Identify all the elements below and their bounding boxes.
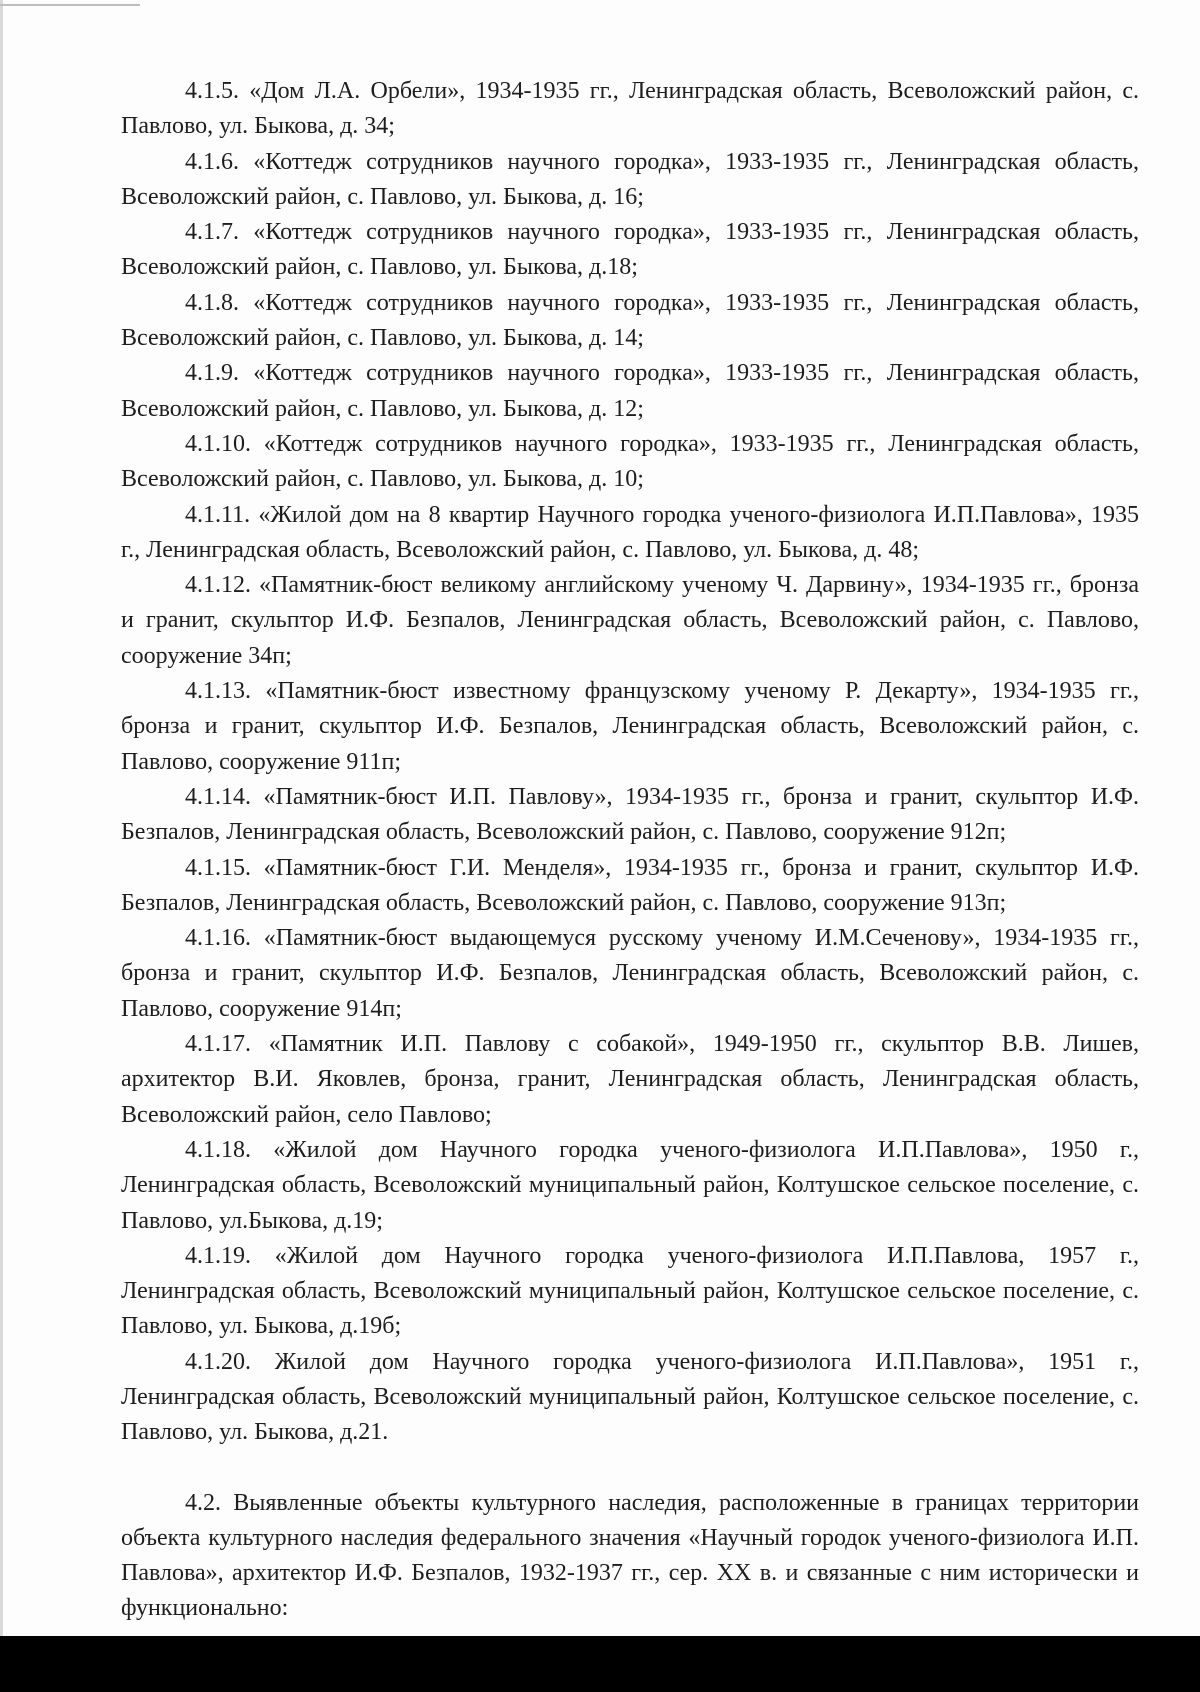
- list-item-4-1-16: 4.1.16. «Памятник-бюст выдающемуся русскому ученому И.М.Сеченову», 1934-1935 гг., бронза и гранит, скульптор И.Ф. Безпалов, Ленинградская область, Всеволожский район, с. Павлово, сооружение 914п;: [121, 925, 1139, 1022]
- list-item-4-1-17: 4.1.17. «Памятник И.П. Павлову с собакой», 1949-1950 гг., скульптор В.В. Лишев, архитектор В.И. Яковлев, бронза, гранит, Ленинградская область, Ленинградская область, Всеволожский район, село Павлово;: [121, 1031, 1139, 1128]
- list-item-4-1-6: 4.1.6. «Коттедж сотрудников научного городка», 1933-1935 гг., Ленинградская область, Всеволожский район, с. Павлово, ул. Быкова, д. 16;: [121, 148, 1139, 210]
- list-item-4-1-11: 4.1.11. «Жилой дом на 8 квартир Научного городка ученого-физиолога И.П.Павлова», 1935 г., Ленинградская область, Всеволожский район, с. Павлово, ул. Быкова, д. 48;: [121, 501, 1139, 563]
- list-item-4-1-7: 4.1.7. «Коттедж сотрудников научного городка», 1933-1935 гг., Ленинградская область, Всеволожский район, с. Павлово, ул. Быкова, д.18;: [121, 219, 1139, 281]
- section-heading-4-2: 4.2. Выявленные объекты культурного наследия, расположенные в границах территории объекта культурного наследия федерального значения «Научный городок ученого-физиолога И.П. Павлова», архитектор И.Ф. Безпалов, 1932-1937 гг., сер. XX в. и связанные с ним исторически и функционально:: [121, 1489, 1139, 1622]
- list-item-4-1-15: 4.1.15. «Памятник-бюст Г.И. Менделя», 1934-1935 гг., бронза и гранит, скульптор И.Ф. Безпалов, Ленинградская область, Всеволожский район, с. Павлово, сооружение 913п;: [121, 854, 1139, 916]
- list-item-4-1-13: 4.1.13. «Памятник-бюст известному французскому ученому Р. Декарту», 1934-1935 гг., бронза и гранит, скульптор И.Ф. Безпалов, Ленинградская область, Всеволожский район, с. Павлово, сооружение 911п;: [121, 678, 1139, 775]
- list-item-4-1-5: 4.1.5. «Дом Л.А. Орбели», 1934-1935 гг., Ленинградская область, Всеволожский район, с. Павлово, ул. Быкова, д. 34;: [121, 78, 1139, 140]
- list-item-4-1-12: 4.1.12. «Памятник-бюст великому английскому ученому Ч. Дарвину», 1934-1935 гг., бронза и гранит, скульптор И.Ф. Безпалов, Ленинградская область, Всеволожский район, с. Павлово, сооружение 34п;: [121, 572, 1139, 669]
- list-item-4-1-10: 4.1.10. «Коттедж сотрудников научного городка», 1933-1935 гг., Ленинградская область, Всеволожский район, с. Павлово, ул. Быкова, д. 10;: [121, 430, 1139, 493]
- document-body: [121, 74, 1139, 1627]
- list-item-4-1-14: 4.1.14. «Памятник-бюст И.П. Павлову», 1934-1935 гг., бронза и гранит, скульптор И.Ф. Безпалов, Ленинградская область, Всеволожский район, с. Павлово, сооружение 912п;: [121, 783, 1139, 846]
- scan-top-mark: [0, 4, 140, 6]
- list-item-4-1-18: 4.1.18. «Жилой дом Научного городка ученого-физиолога И.П.Павлова», 1950 г., Ленинградская область, Всеволожский муниципальный район, Колтушское сельское поселение, с. Павлово, ул.Быкова, д.19;: [121, 1136, 1139, 1234]
- scan-edge-shadow: [0, 0, 3, 1640]
- scan-bottom-border: [0, 1636, 1200, 1692]
- list-item-4-1-19: 4.1.19. «Жилой дом Научного городка ученого-физиолога И.П.Павлова, 1957 г., Ленинградская область, Всеволожский муниципальный район, Колтушское сельское поселение, с. Павлово, ул. Быкова, д.19б;: [121, 1242, 1139, 1340]
- list-item-4-1-8: 4.1.8. «Коттедж сотрудников научного городка», 1933-1935 гг., Ленинградская область, Всеволожский район, с. Павлово, ул. Быкова, д. 14;: [121, 289, 1139, 352]
- list-item-4-1-20: 4.1.20. Жилой дом Научного городка ученого-физиолога И.П.Павлова», 1951 г., Ленинградская область, Всеволожский муниципальный район, Колтушское сельское поселение, с. Павлово, ул. Быкова, д.21.: [121, 1348, 1139, 1446]
- list-item-4-1-9: 4.1.9. «Коттедж сотрудников научного городка», 1933-1935 гг., Ленинградская область, Всеволожский район, с. Павлово, ул. Быкова, д. 12;: [121, 360, 1139, 422]
